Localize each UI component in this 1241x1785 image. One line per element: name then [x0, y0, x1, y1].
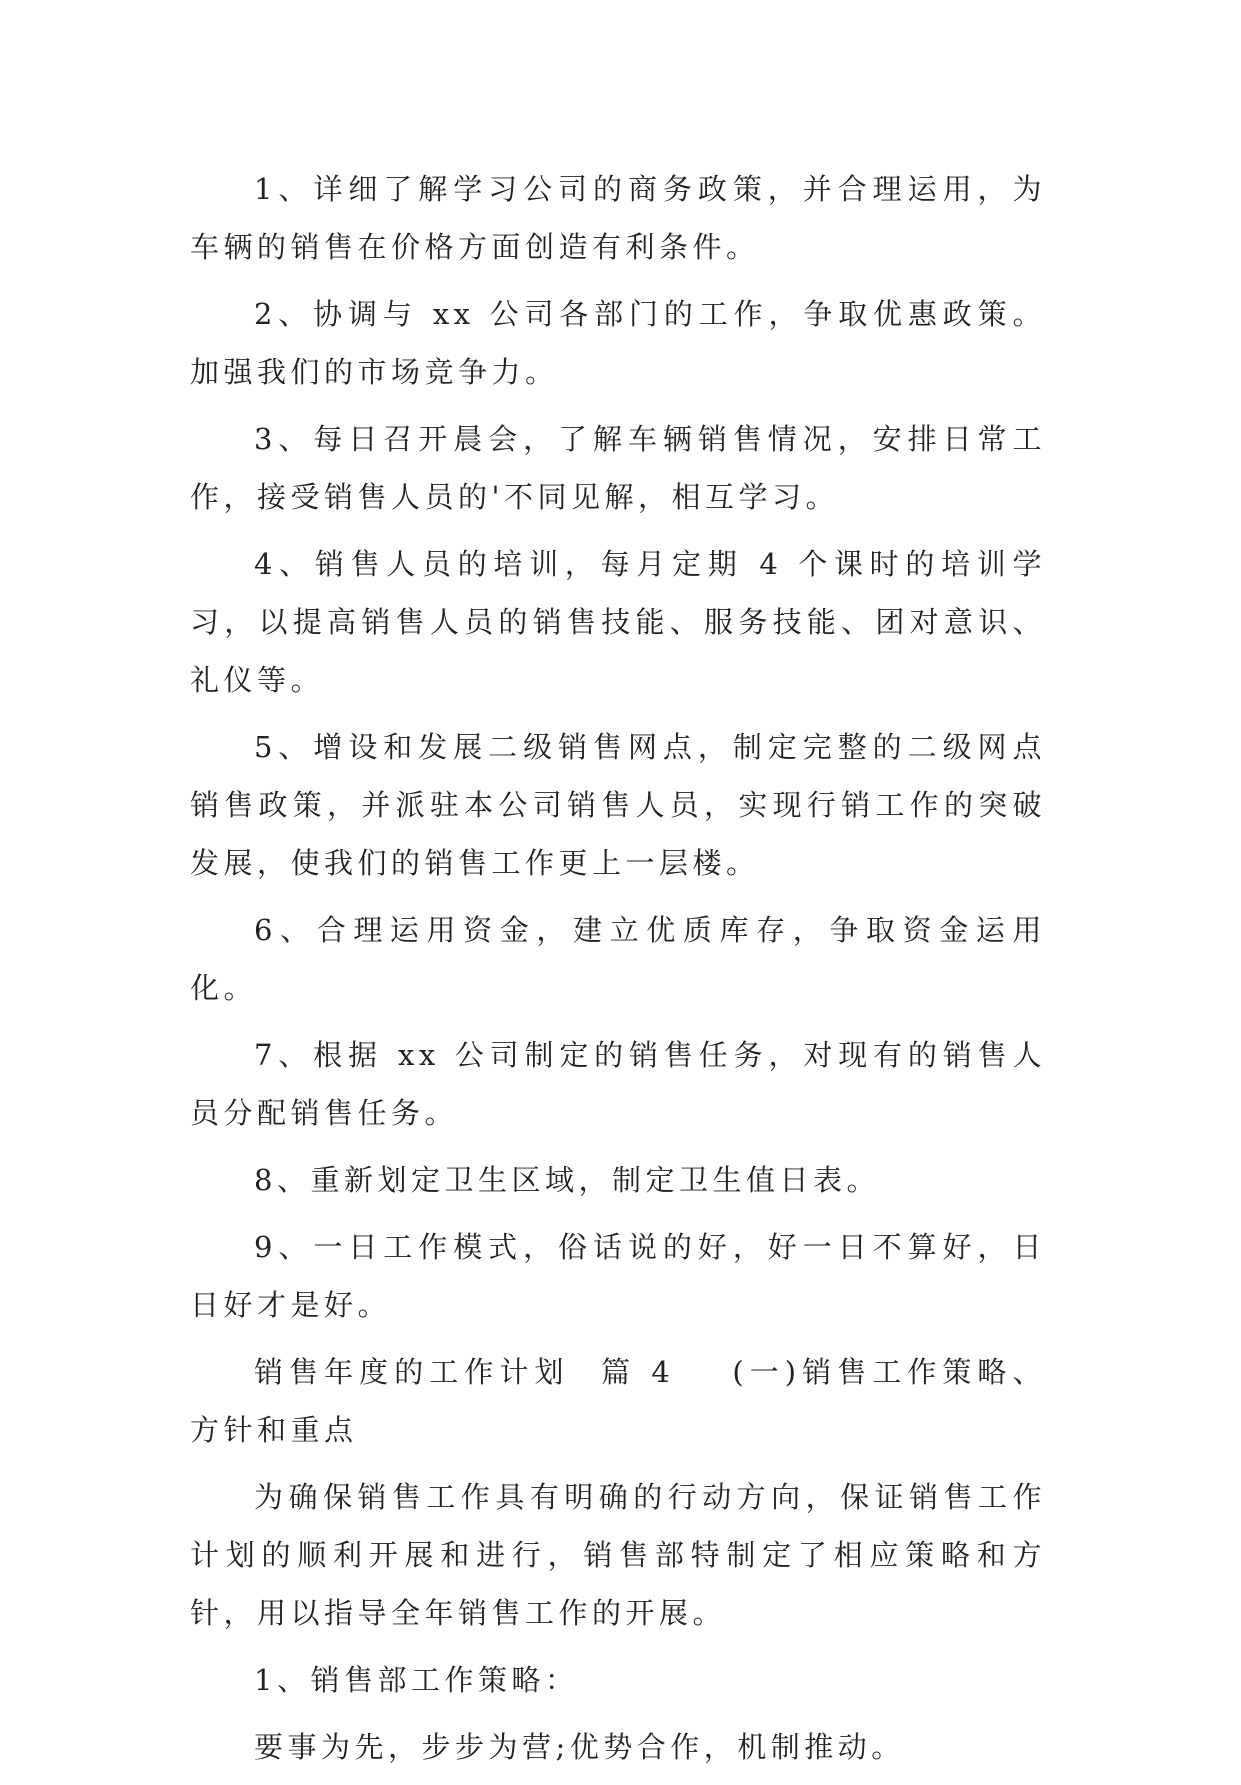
section-subtitle: (一)销售工作策略、方针和重点: [190, 1355, 1046, 1447]
paragraph-item-2: 2、协调与 xx 公司各部门的工作，争取优惠政策。加强我们的市场竞争力。: [190, 297, 1046, 389]
strategy-heading: 1、销售部工作策略：: [254, 1663, 579, 1697]
strategy-text: 要事为先，步步为营;优势合作，机制推动。: [254, 1730, 905, 1764]
paragraph-item-8: 8、重新划定卫生区域，制定卫生值日表。: [254, 1163, 880, 1197]
document-body: [190, 160, 1046, 1785]
section-heading: [190, 1343, 1046, 1459]
section-title: 销售年度的工作计划: [254, 1355, 570, 1389]
paragraph-item-3: 3、每日召开晨会，了解车辆销售情况，安排日常工作，接受销售人员的'不同见解，相互学习。: [190, 422, 1046, 514]
paragraph-item-5: 5、增设和发展二级销售网点，制定完整的二级网点销售政策，并派驻本公司销售人员，实现行销工作的突破发展，使我们的销售工作更上一层楼。: [190, 730, 1046, 880]
paragraph-item-4: 4、销售人员的培训，每月定期 4 个课时的培训学习，以提高销售人员的销售技能、服务技能、团对意识、礼仪等。: [190, 547, 1046, 697]
section-part: 篇 4: [599, 1355, 675, 1389]
paragraph-item-9: 9、一日工作模式，俗话说的好，好一日不算好，日日好才是好。: [190, 1230, 1046, 1322]
intro-paragraph: 为确保销售工作具有明确的行动方向，保证销售工作计划的顺利开展和进行，销售部特制定了相应策略和方针，用以指导全年销售工作的开展。: [190, 1480, 1046, 1630]
paragraph-item-7: 7、根据 xx 公司制定的销售任务，对现有的销售人员分配销售任务。: [190, 1038, 1046, 1130]
paragraph-item-6: 6、合理运用资金，建立优质库存，争取资金运用化。: [190, 913, 1046, 1005]
paragraph-item-1: 1、详细了解学习公司的商务政策，并合理运用，为车辆的销售在价格方面创造有利条件。: [190, 172, 1046, 264]
